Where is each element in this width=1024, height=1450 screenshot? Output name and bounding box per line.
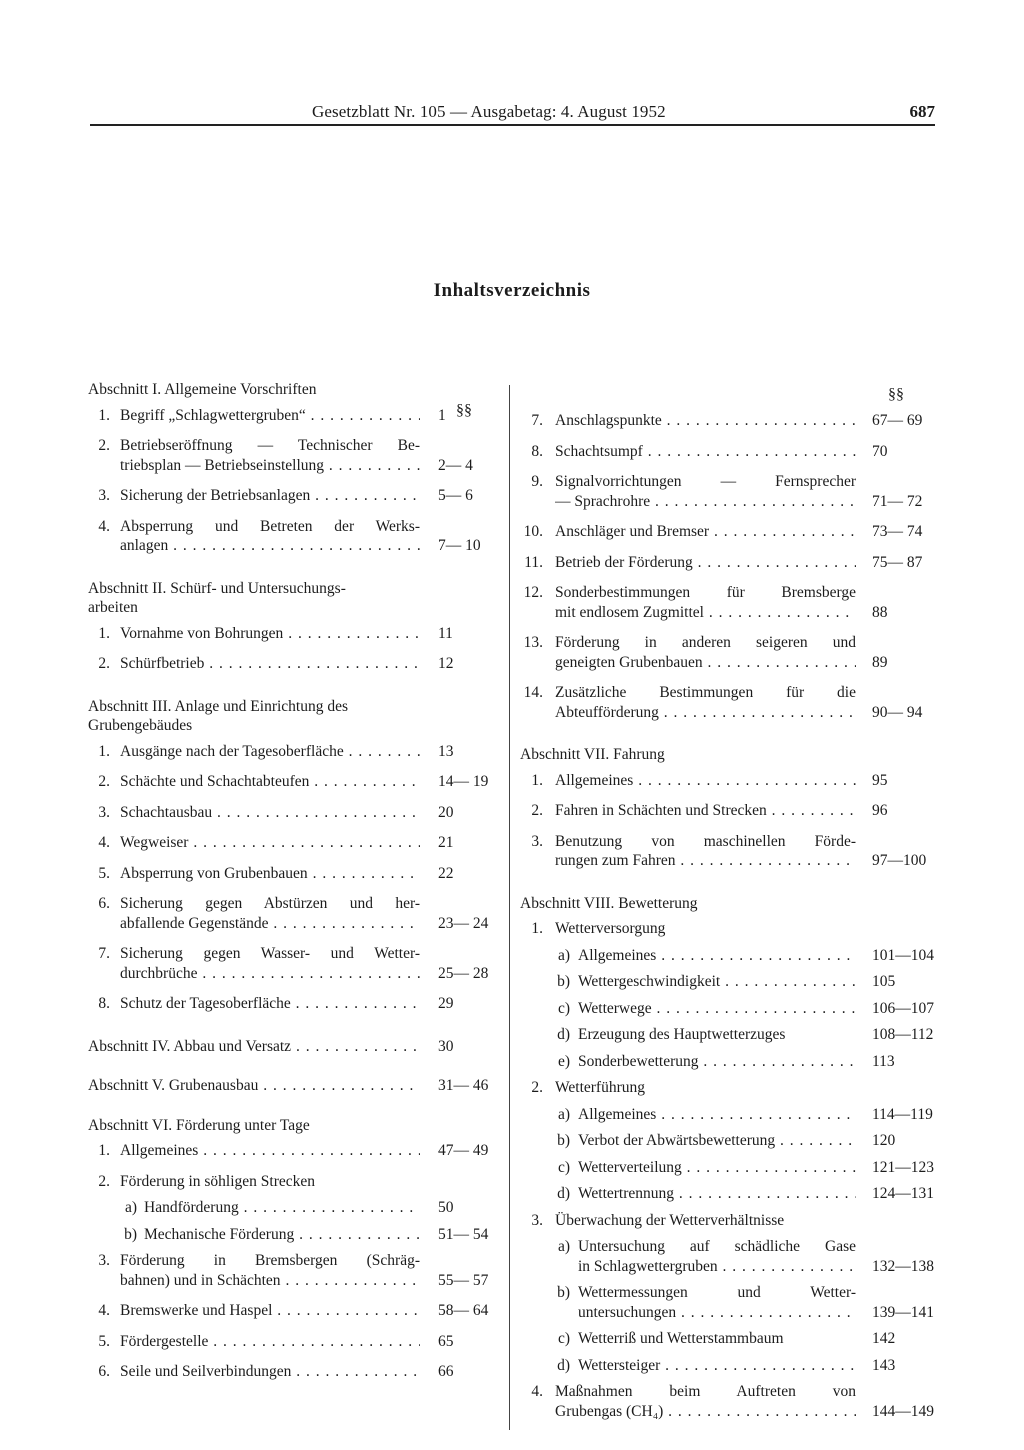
entry-number: 13. [523,634,543,651]
subentry-label: c) [557,1158,570,1176]
entry-number: 2. [531,1079,543,1096]
entry-number: 8. [98,995,110,1012]
entry-number: 1. [531,771,543,789]
entry-title-line: Seile und Seilverbindungen . . . [120,1362,420,1382]
subentry-label: b) [124,1225,137,1243]
section-heading: Abschnitt II. Schürf- und Untersuchungs- [88,579,346,597]
entry-title-line: untersuchungen . . . [578,1303,856,1323]
entry-title-line: Allgemeines . . . [555,771,856,791]
subentry-label: a) [557,1105,570,1123]
subentry-label: a) [557,946,570,964]
entry-title-line: Verbot der Abwärtsbewetterung . . . [578,1131,856,1151]
entry-number: 6. [98,1363,110,1380]
entry-number: 3. [531,832,543,850]
entry-paragraphs: 132—138 [872,1257,934,1275]
page-number: 687 [909,102,935,121]
entry-title-line: Wettersteiger . . . [578,1356,856,1376]
subentry-label: a) [557,1238,570,1255]
subentry-label: d) [557,1356,570,1374]
entry-title-line: Sonderbewetterung . . . [578,1052,856,1072]
section-heading: Abschnitt VIII. Bewetterung [520,894,698,912]
entry-number: 2. [98,437,110,454]
entry-paragraphs: 67— 69 [872,412,923,429]
section-entry-paragraphs: 31— 46 [438,1077,489,1094]
entry-paragraphs: 144—149 [872,1402,934,1420]
entry-paragraphs: 105 [872,973,896,990]
entry-heading: Förderung in söhligen Strecken [120,1172,316,1190]
entry-title-line: Untersuchung auf schädliche Gase [578,1238,856,1255]
subentry-label: d) [557,1026,570,1043]
entry-paragraphs: 12 [438,655,454,672]
entry-number: 2. [98,773,110,790]
entry-paragraphs: 65 [438,1332,454,1350]
toc-title: Inhaltsverzeichnis [433,280,591,301]
entry-title-line: Förderung in Bremsbergen (Schräg- [120,1252,420,1269]
entry-number: 2. [98,1172,110,1190]
entry-paragraphs: 29 [438,995,454,1012]
entry-title-line: Fördergestelle . . . [120,1332,420,1352]
entry-number: 1. [98,406,110,424]
entry-paragraphs: 96 [872,802,888,819]
entry-paragraphs: 47— 49 [438,1142,489,1159]
entry-title-line: Wettertrennung . . . [578,1184,856,1204]
entry-title-line: Wetterriß und Wetterstammbaum [578,1330,784,1347]
section-entry-label: Abschnitt V. Grubenausbau . . . [88,1076,420,1096]
entry-title-line: durchbrüche . . . [120,964,420,984]
entry-paragraphs: 95 [872,771,888,789]
entry-title-line: Allgemeines . . . [578,1105,856,1125]
entry-paragraphs: 20 [438,803,454,821]
entry-heading: Überwachung der Wetterverhältnisse [555,1211,785,1229]
entry-title-line: Begriff „Schlagwettergruben“ . . . [120,406,420,426]
entry-number: 4. [98,834,110,851]
entry-title-line: mit endlosem Zugmittel . . . [555,603,856,623]
entry-number: 1. [98,742,110,760]
entry-number: 5. [98,1332,110,1350]
entry-paragraphs: 14— 19 [438,773,489,790]
entry-paragraphs: 22 [438,864,454,882]
subentry-label: b) [557,1132,570,1149]
entry-paragraphs: 101—104 [872,946,934,964]
entry-paragraphs: 1 [438,406,446,424]
entry-paragraphs: 106—107 [872,999,934,1017]
entry-number: 7. [98,945,110,962]
entry-title-line: Fahren in Schächten und Strecken . . . [555,801,856,821]
entry-title-line: Handförderung . . . [144,1198,420,1218]
entry-paragraphs: 108—112 [872,1026,934,1043]
entry-title-line: Grubengas (CH₄) . . . [555,1402,856,1422]
entry-title-line: Sonderbestimmungen für Bremsberge [555,584,856,601]
entry-number: 1. [98,1142,110,1159]
entry-paragraphs: 25— 28 [438,964,489,982]
entry-number: 4. [531,1383,543,1400]
entry-paragraphs: 88 [872,603,888,621]
entry-paragraphs: 142 [872,1330,896,1347]
entry-title-line: Wegweiser . . . [120,833,420,853]
entry-number: 9. [531,473,543,490]
entry-heading: Wetterversorgung [555,920,666,937]
entry-title-line: rungen zum Fahren . . . [555,851,856,871]
entry-number: 4. [98,1302,110,1319]
subentry-label: a) [124,1199,137,1216]
entry-paragraphs: 66 [438,1363,454,1380]
entry-paragraphs: 124—131 [872,1185,934,1202]
entry-paragraphs: 58— 64 [438,1302,489,1319]
entry-title-line: bahnen) und in Schächten . . . [120,1271,420,1291]
entry-number: 3. [531,1211,543,1229]
entry-title-line: Wettergeschwindigkeit . . . [578,972,856,992]
entry-title-line: Mechanische Förderung . . . [144,1225,420,1245]
entry-title-line: geneigten Grubenbauen . . . [555,653,856,673]
entry-paragraphs: 2— 4 [438,456,473,474]
section-heading: Abschnitt VII. Fahrung [520,746,665,763]
entry-title-line: Betrieb der Förderung . . . [555,553,856,573]
entry-title-line: Zusätzliche Bestimmungen für die [555,684,856,701]
entry-number: 3. [98,1252,110,1269]
entry-paragraphs: 7— 10 [438,537,481,554]
subentry-label: b) [557,1284,570,1301]
entry-title-line: Förderung in anderen seigeren und [555,634,856,651]
entry-paragraphs: 89 [872,653,888,671]
entry-number: 8. [531,442,543,460]
entry-number: 10. [523,523,543,540]
subentry-label: b) [557,973,570,990]
subentry-label: c) [557,999,570,1017]
entry-title-line: abfallende Gegenstände . . . [120,914,420,934]
entry-number: 4. [98,517,110,535]
entry-title-line: triebsplan — Betriebseinstellung . . . [120,456,420,476]
entry-paragraphs: 55— 57 [438,1271,489,1289]
paragraph-symbol-left: §§ [456,402,472,419]
section-heading-cont: arbeiten [88,599,138,616]
section-heading-cont: Grubengebäudes [88,717,193,734]
entry-title-line: Allgemeines . . . [578,946,856,966]
entry-paragraphs: 51— 54 [438,1225,489,1243]
entry-paragraphs: 71— 72 [872,492,923,510]
entry-number: 1. [98,624,110,642]
section-entry-paragraphs: 30 [438,1037,454,1055]
entry-title-line: Erzeugung des Hauptwetterzuges [578,1026,786,1043]
entry-title-line: Wettermessungen und Wetter- [578,1284,856,1301]
entry-title-line: Absperrung und Betreten der Werks- [120,517,420,535]
entry-number: 2. [98,655,110,672]
entry-title-line: Anschläger und Bremser . . . [555,522,856,542]
entry-paragraphs: 121—123 [872,1158,934,1176]
entry-number: 2. [531,802,543,819]
paragraph-symbol-right: §§ [888,386,904,403]
entry-paragraphs: 75— 87 [872,553,923,571]
entry-paragraphs: 114—119 [872,1105,933,1123]
entry-number: 5. [98,864,110,882]
entry-title-line: Sicherung gegen Wasser- und Wetter- [120,945,420,962]
subentry-label: c) [557,1330,570,1347]
entry-title-line: in Schlagwettergruben . . . [578,1257,856,1277]
entry-paragraphs: 50 [438,1199,454,1216]
entry-paragraphs: 73— 74 [872,523,923,540]
header-title: Gesetzblatt Nr. 105 — Ausgabetag: 4. August 1952 [312,102,666,121]
entry-paragraphs: 21 [438,834,454,851]
entry-paragraphs: 139—141 [872,1303,934,1321]
entry-title-line: Allgemeines . . . [120,1141,420,1161]
entry-title-line: Signalvorrichtungen — Fernsprecher [555,473,856,490]
entry-number: 1. [531,920,543,937]
entry-title-line: Abteufförderung . . . [555,703,856,723]
entry-paragraphs: 23— 24 [438,914,489,932]
entry-title-line: Sicherung der Betriebsanlagen . . . [120,486,420,506]
entry-title-line: Vornahme von Bohrungen . . . [120,624,420,644]
entry-paragraphs: 13 [438,742,454,760]
section-heading: Abschnitt I. Allgemeine Vorschriften [88,381,317,398]
entry-title-line: Schächte und Schachtabteufen . . . [120,772,420,792]
entry-title-line: Sicherung gegen Abstürzen und her- [120,895,420,912]
entry-title-line: Betriebseröffnung — Technischer Be- [120,437,420,454]
section-heading: Abschnitt III. Anlage und Einrichtung des [88,697,349,715]
entry-number: 3. [98,803,110,821]
entry-paragraphs: 113 [872,1052,895,1070]
entry-paragraphs: 90— 94 [872,703,923,721]
entry-number: 7. [531,412,543,429]
entry-title-line: Wetterwege . . . [578,999,856,1019]
entry-paragraphs: 11 [438,624,453,642]
entry-title-line: Wetterverteilung . . . [578,1158,856,1178]
entry-number: 3. [98,487,110,504]
entry-paragraphs: 120 [872,1132,896,1149]
entry-number: 11. [524,553,543,571]
entry-title-line: Maßnahmen beim Auftreten von [555,1383,856,1400]
entry-number: 12. [523,584,543,601]
entry-paragraphs: 5— 6 [438,487,473,504]
entry-title-line: Schachtausbau . . . [120,803,420,823]
entry-number: 14. [523,684,543,701]
entry-title-line: Schachtsumpf . . . [555,442,856,462]
entry-number: 6. [98,895,110,912]
entry-paragraphs: 97—100 [872,852,927,869]
section-entry-label: Abschnitt IV. Abbau und Versatz . . . [88,1037,420,1057]
entry-paragraphs: 143 [872,1356,896,1374]
entry-title-line: Absperrung von Grubenbauen . . . [120,864,420,884]
entry-heading: Wetterführung [555,1079,645,1096]
entry-title-line: Bremswerke und Haspel . . . [120,1301,420,1321]
entry-title-line: Ausgänge nach der Tagesoberfläche . . . [120,742,420,762]
subentry-label: e) [557,1052,570,1070]
subentry-label: d) [557,1185,570,1202]
entry-title-line: — Sprachrohre . . . [555,492,856,512]
entry-title-line: Anschlagspunkte . . . [555,411,856,431]
entry-title-line: Schutz der Tagesoberfläche . . . [120,994,420,1014]
entry-paragraphs: 70 [872,442,888,460]
section-heading: Abschnitt VI. Förderung unter Tage [88,1116,310,1134]
entry-title-line: anlagen . . . [120,536,420,556]
entry-title-line: Benutzung von maschinellen Förde- [555,832,856,850]
entry-title-line: Schürfbetrieb . . . [120,654,420,674]
